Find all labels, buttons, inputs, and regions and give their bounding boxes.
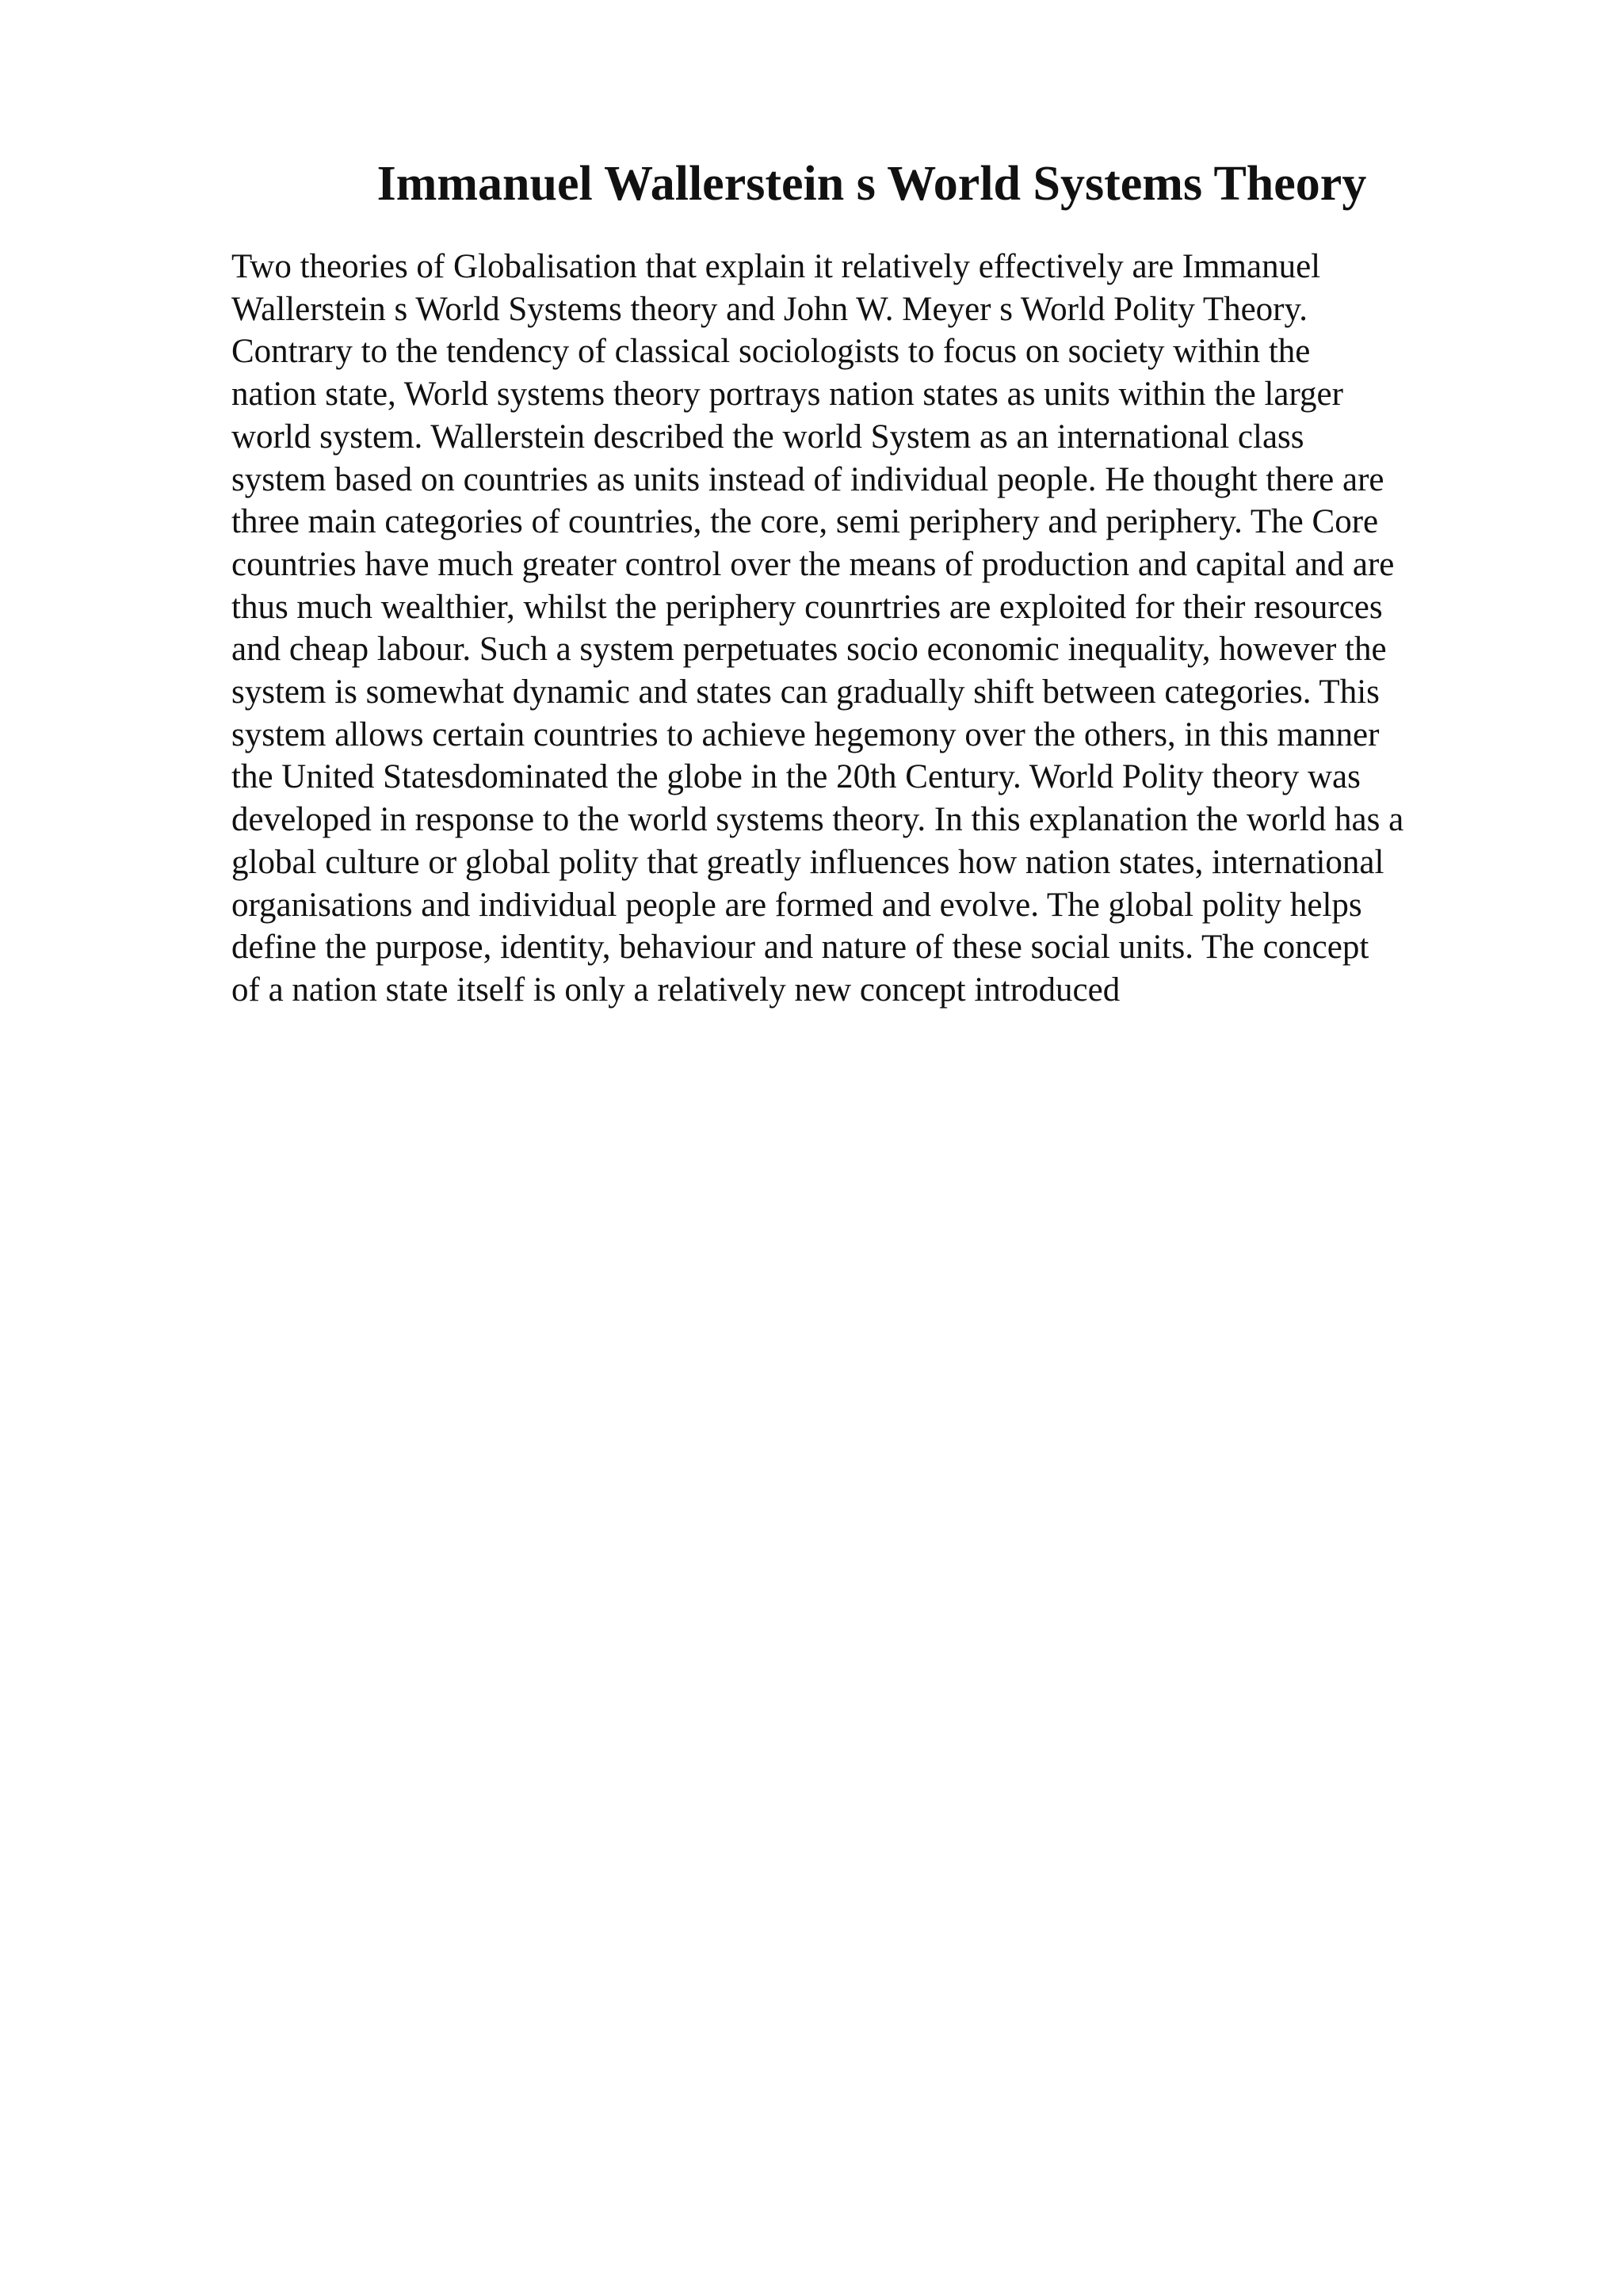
body-line: countries have much greater control over the means of production and capital and are [231,545,1395,583]
body-line: developed in response to the world systems theory. In this explanation the world has a [231,801,1404,839]
body-line: world system. Wallerstein described the world System as an international class [231,418,1304,456]
body-line: and cheap labour. Such a system perpetuates socio economic inequality, however the [231,631,1387,669]
body-line: global culture or global polity that greatly influences how nation states, international [231,843,1384,881]
body-line: of a nation state itself is only a relatively new concept introduced [231,971,1121,1009]
document-title: Immanuel Wallerstein s World Systems Theory [376,157,1367,211]
body-line: Contrary to the tendency of classical sociologists to focus on society within the [231,333,1311,371]
body-line: nation state, World systems theory portrays nation states as units within the larger [231,376,1343,414]
body-line: thus much wealthier, whilst the periphery counrtries are exploited for their resources [231,588,1383,626]
body-line: three main categories of countries, the core, semi periphery and periphery. The Core [231,503,1379,541]
body-line: define the purpose, identity, behaviour and nature of these social units. The concept [231,929,1369,967]
body-line: system based on countries as units instead of individual people. He thought there are [231,460,1384,498]
body-line: system is somewhat dynamic and states can gradually shift between categories. This [231,673,1380,711]
document-body [231,246,1531,1012]
body-line: Two theories of Globalisation that explain it relatively effectively are Immanuel [231,248,1321,285]
body-line: Wallerstein s World Systems theory and John W. Meyer s World Polity Theory. [231,290,1308,328]
body-line: organisations and individual people are formed and evolve. The global polity helps [231,886,1362,924]
body-line: the United Statesdominated the globe in the 20th Century. World Polity theory was [231,758,1361,796]
body-line: system allows certain countries to achieve hegemony over the others, in this manner [231,715,1380,753]
